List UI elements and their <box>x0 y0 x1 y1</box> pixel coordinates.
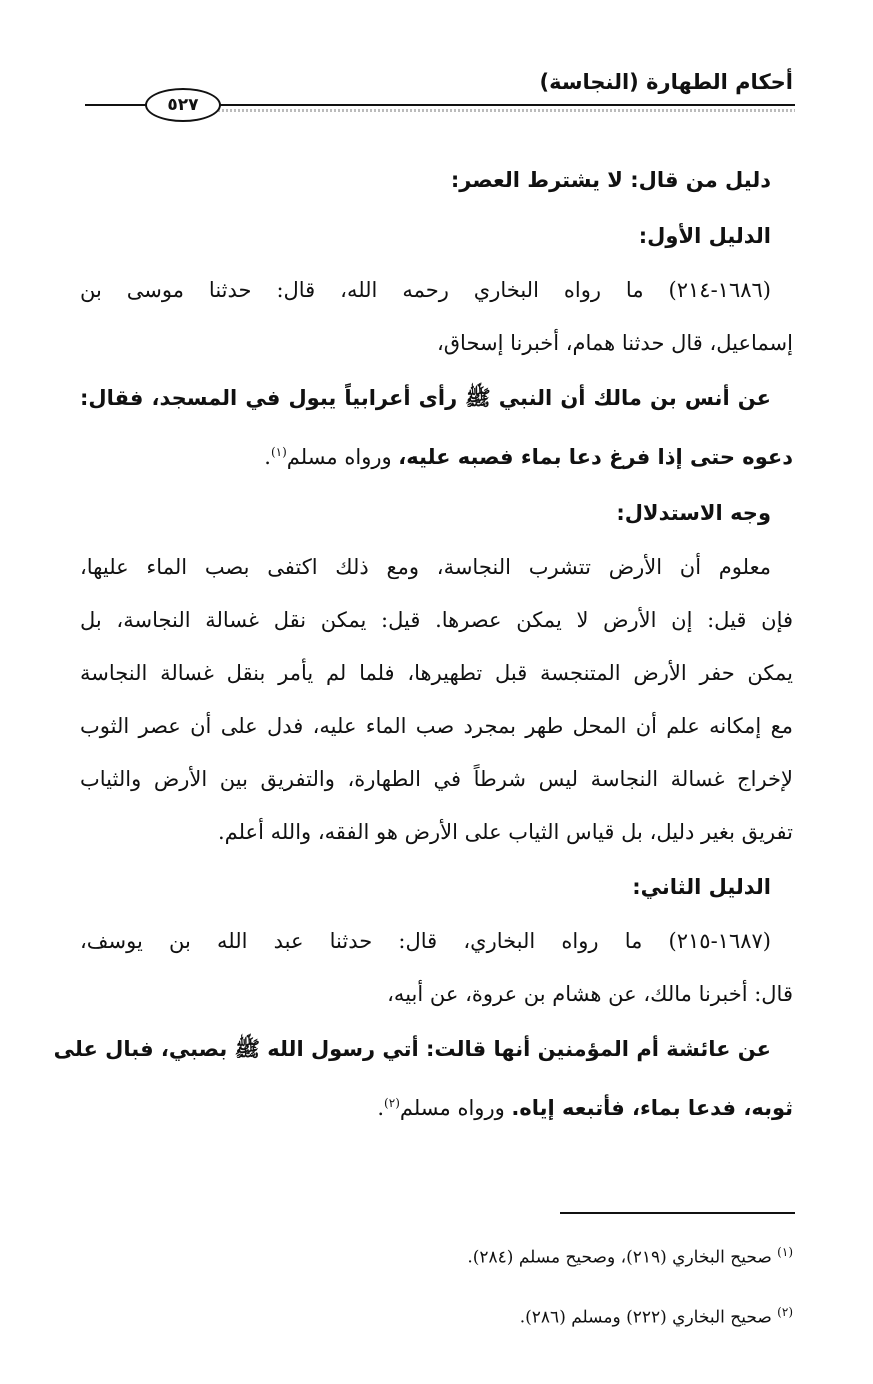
paragraph-line: قال: أخبرنا مالك، عن هشام بن عروة، عن أبيه، <box>387 982 793 1006</box>
paragraph-line: إسماعيل، قال حدثنا همام، أخبرنا إسحاق، <box>436 331 793 355</box>
subheading-inference: وجه الاستدلال: <box>616 501 771 525</box>
paragraph-line: معلوم أن الأرض تتشرب النجاسة، ومع ذلك اكتفى بصب الماء عليها، <box>80 555 771 579</box>
hadith-line <box>80 426 793 485</box>
paragraph-line: (١٦٨٧-٢١٥) ما رواه البخاري، قال: حدثنا عبد الله بن يوسف، <box>80 929 771 953</box>
period: . <box>264 445 271 469</box>
paragraph-line: فإن قيل: إن الأرض لا يمكن عصرها. قيل: يمكن نقل غسالة النجاسة، بل <box>80 608 793 632</box>
hadith-line <box>80 1077 793 1136</box>
footnote-text: صحيح البخاري (٢٢٢) ومسلم (٢٨٦). <box>519 1307 772 1328</box>
hadith-source: ورواه مسلم <box>286 445 399 469</box>
hadith-line: عن أنس بن مالك أن النبي ﷺ رأى أعرابياً يبول في المسجد، فقال: <box>80 386 771 410</box>
footnote-text: صحيح البخاري (٢١٩)، وصحيح مسلم (٢٨٤). <box>467 1247 772 1268</box>
footnote-ref[interactable]: (١) <box>270 445 287 459</box>
hadith-source: ورواه مسلم <box>399 1096 512 1120</box>
paragraph-line: مع إمكانه علم أن المحل طهر بمجرد صب الماء عليه، فدل على أن عصر الثوب <box>80 714 793 738</box>
hadith-bold-text: دعوه حتى إذا فرغ دعا بماء فصبه عليه، <box>398 445 793 469</box>
hadith-bold-text: ثوبه، فدعا بماء، فأتبعه إياه. <box>511 1096 793 1120</box>
header-rule-left <box>85 104 149 106</box>
paragraph-line: تفريق بغير دليل، بل قياس الثياب على الأرض هو الفقه، والله أعلم. <box>217 820 793 844</box>
footnote-item <box>200 1225 793 1285</box>
period: . <box>377 1096 385 1120</box>
paragraph-line: (١٦٨٦-٢١٤) ما رواه البخاري رحمه الله، قال: حدثنا موسى بن <box>80 278 771 302</box>
main-text <box>53 152 793 1136</box>
footnote-item <box>200 1285 793 1345</box>
subheading-second-evidence: الدليل الثاني: <box>632 875 771 899</box>
footnote-marker: (١) <box>777 1245 793 1259</box>
footnote-separator <box>560 1212 795 1214</box>
header-rule-right <box>218 104 795 112</box>
subheading-first-evidence: الدليل الأول: <box>638 224 771 248</box>
running-header-title: أحكام الطهارة (النجاسة) <box>539 70 793 94</box>
footnote-ref[interactable]: (٢) <box>384 1096 400 1110</box>
section-heading: دليل من قال: لا يشترط العصر: <box>450 168 771 192</box>
paragraph-line: لإخراج غسالة النجاسة ليس شرطاً في الطهارة، والتفريق بين الأرض والثياب <box>80 767 793 791</box>
footnotes <box>200 1225 793 1344</box>
hadith-line: عن عائشة أم المؤمنين أنها قالت: أتي رسول الله ﷺ بصبي، فبال على <box>53 1037 771 1061</box>
page-number: ٥٢٧ <box>145 88 221 122</box>
footnote-marker: (٢) <box>777 1304 793 1319</box>
paragraph-line: يمكن حفر الأرض المتنجسة قبل تطهيرها، فلما لم يأمر بنقل غسالة النجاسة <box>80 661 793 685</box>
